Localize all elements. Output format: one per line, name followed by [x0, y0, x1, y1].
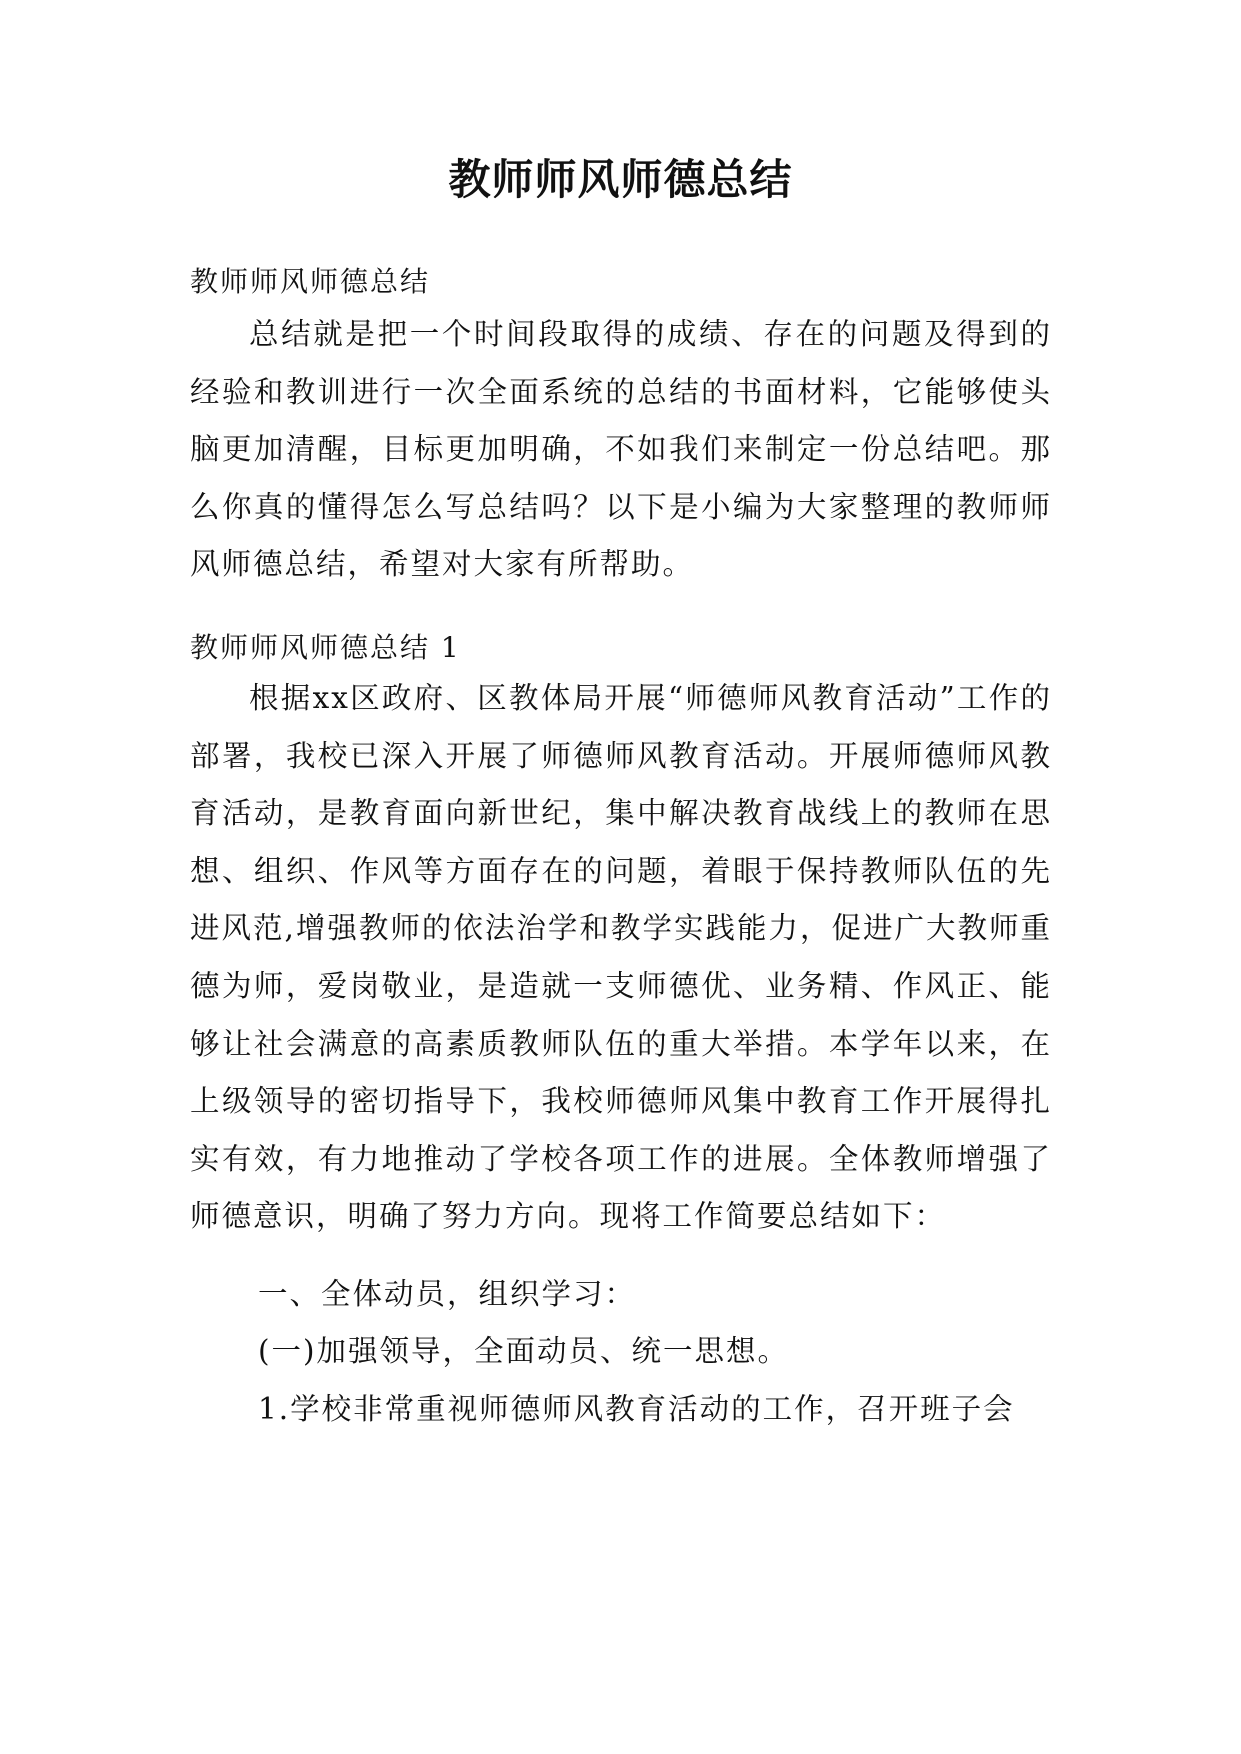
list-item: 1.学校非常重视师德师风教育活动的工作，召开班子会	[258, 1392, 1015, 1426]
list-item: (一)加强领导，全面动员、统一思想。	[258, 1334, 790, 1368]
intro-paragraph: 总结就是把一个时间段取得的成绩、存在的问题及得到的经验和教训进行一次全面系统的总结的书面材料，它能够使头脑更加清醒，目标更加明确，不如我们来制定一份总结吧。那么你真的懂得怎么写总结吗？以下是小编为大家整理的教师师风师德总结，希望对大家有所帮助。	[190, 317, 1052, 582]
list-item: 一、全体动员，组织学习：	[258, 1277, 637, 1311]
subtitle: 教师师风师德总结	[190, 265, 431, 298]
section-heading: 教师师风师德总结 1	[190, 631, 461, 664]
document-title: 教师师风师德总结	[448, 155, 793, 204]
section-paragraph: 根据xx区政府、区教体局开展“师德师风教育活动”工作的部署，我校已深入开展了师德师风教育活动。开展师德师风教育活动，是教育面向新世纪，集中解决教育战线上的教师在思想、组织、作风等方面存在的问题，着眼于保持教师队伍的先进风范,增强教师的依法治学和教学实践能力，促进广大教师重德为师，爱岗敬业，是造就一支师德优、业务精、作风正、能够让社会满意的高素质教师队伍的重大举措。本学年以来，在上级领导的密切指导下，我校师德师风集中教育工作开展得扎实有效，有力地推动了学校各项工作的进展。全体教师增强了师德意识，明确了努力方向。现将工作简要总结如下：	[190, 681, 1052, 1234]
